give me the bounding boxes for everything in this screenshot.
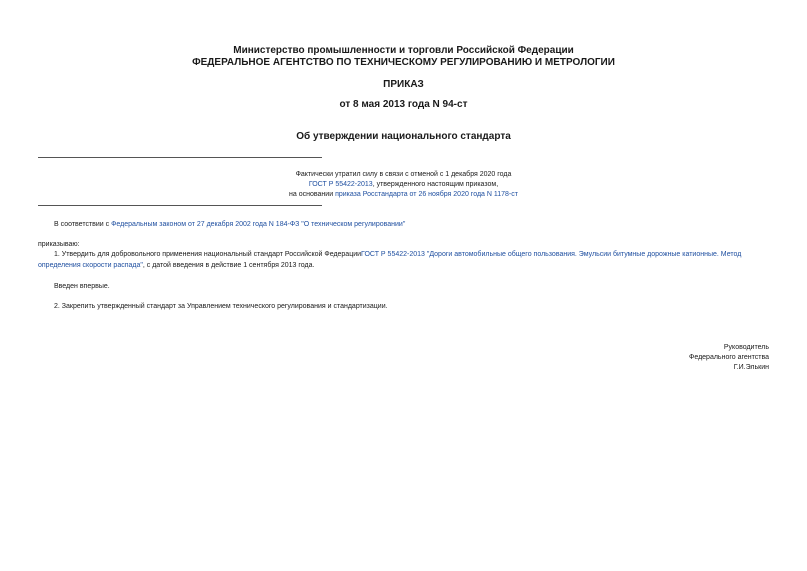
gost-standard-link-cont[interactable]: определения скорости распада" bbox=[38, 262, 143, 269]
rosstandart-order-link[interactable]: приказа Росстандарта от 26 ноября 2020 года N 1178-ст bbox=[335, 191, 518, 198]
status-note-line3 bbox=[0, 190, 807, 200]
preamble bbox=[54, 220, 405, 230]
item1-line1 bbox=[54, 250, 741, 260]
status-note-line1: Фактически утратил силу в связи с отменой с 1 декабря 2020 года bbox=[295, 171, 512, 178]
document-date-number: от 8 мая 2013 года N 94-ст bbox=[339, 99, 468, 110]
item2: 2. Закрепить утвержденный стандарт за Управлением технического регулирования и стандартизации. bbox=[54, 303, 388, 310]
item1-prefix: 1. Утвердить для добровольного применения национальный стандарт Российской Федерации bbox=[54, 251, 362, 258]
divider-top bbox=[38, 157, 322, 158]
item1-rest: , с датой введения в действие 1 сентября 2013 года. bbox=[142, 262, 315, 269]
status-note-line2 bbox=[0, 180, 807, 190]
document-subject: Об утверждении национального стандарта bbox=[296, 131, 511, 142]
federal-law-link[interactable]: Федеральным законом от 27 декабря 2002 года N 184-ФЗ "О техническом регулировании" bbox=[111, 221, 406, 228]
order-word: приказываю: bbox=[38, 241, 80, 248]
divider-bottom bbox=[38, 205, 322, 206]
signature-agency: Федерального агентства bbox=[689, 354, 769, 361]
introduced-note: Введен впервые. bbox=[54, 283, 110, 290]
preamble-prefix: В соответствии с bbox=[54, 221, 112, 228]
document-type: ПРИКАЗ bbox=[383, 79, 424, 90]
gost-link[interactable]: ГОСТ Р 55422-2013 bbox=[308, 181, 373, 188]
signature-name: Г.И.Элькин bbox=[733, 364, 769, 371]
gost-standard-link[interactable]: ГОСТ Р 55422-2013 "Дороги автомобильные общего пользования. Эмульсии битумные дорожные катионные. Метод bbox=[361, 251, 742, 258]
signature-role: Руководитель bbox=[723, 344, 769, 351]
status-note-line3-prefix: на основании bbox=[289, 191, 336, 198]
status-note-line2-text: , утвержденного настоящим приказом, bbox=[372, 181, 499, 188]
agency-name: ФЕДЕРАЛЬНОЕ АГЕНТСТВО ПО ТЕХНИЧЕСКОМУ РЕГУЛИРОВАНИЮ И МЕТРОЛОГИИ bbox=[192, 57, 615, 68]
ministry-name: Министерство промышленности и торговли Российской Федерации bbox=[233, 45, 574, 56]
item1-line2 bbox=[38, 261, 314, 271]
